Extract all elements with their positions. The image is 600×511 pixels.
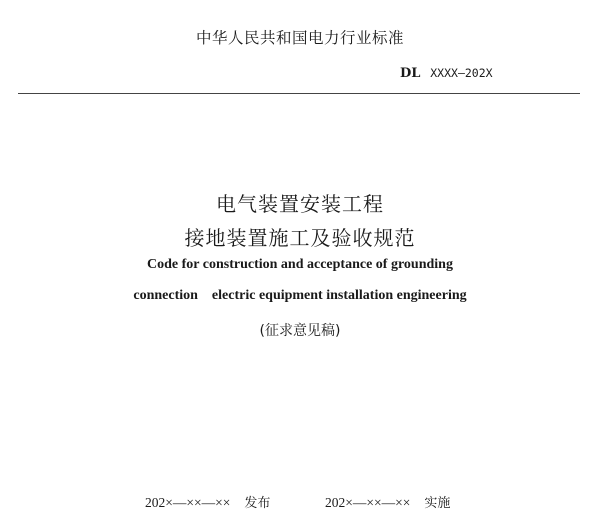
issuing-organization: 中华人民共和国电力行业标准: [195, 29, 404, 47]
implementation-date: 202×—××—××: [325, 495, 411, 510]
header-divider: [18, 93, 580, 94]
standard-number: XXXX—202X: [430, 66, 493, 80]
implementation-label: 实施: [424, 496, 451, 511]
draft-status-note: (征求意见稿): [259, 323, 341, 339]
implementation-date-block: [325, 492, 450, 511]
standard-code: [400, 66, 493, 81]
issue-label: 发布: [244, 496, 271, 511]
issue-date-block: [145, 492, 270, 511]
issue-date: 202×—××—××: [145, 495, 231, 510]
title-en-line-2: connection electric equipment installation engineering: [133, 288, 467, 303]
title-cn-line-2: 接地装置施工及验收规范: [184, 226, 416, 250]
title-cn-line-1: 电气装置安装工程: [216, 192, 384, 216]
title-en-line-1: Code for construction and acceptance of grounding: [147, 257, 453, 272]
standard-prefix: DL: [400, 66, 421, 81]
